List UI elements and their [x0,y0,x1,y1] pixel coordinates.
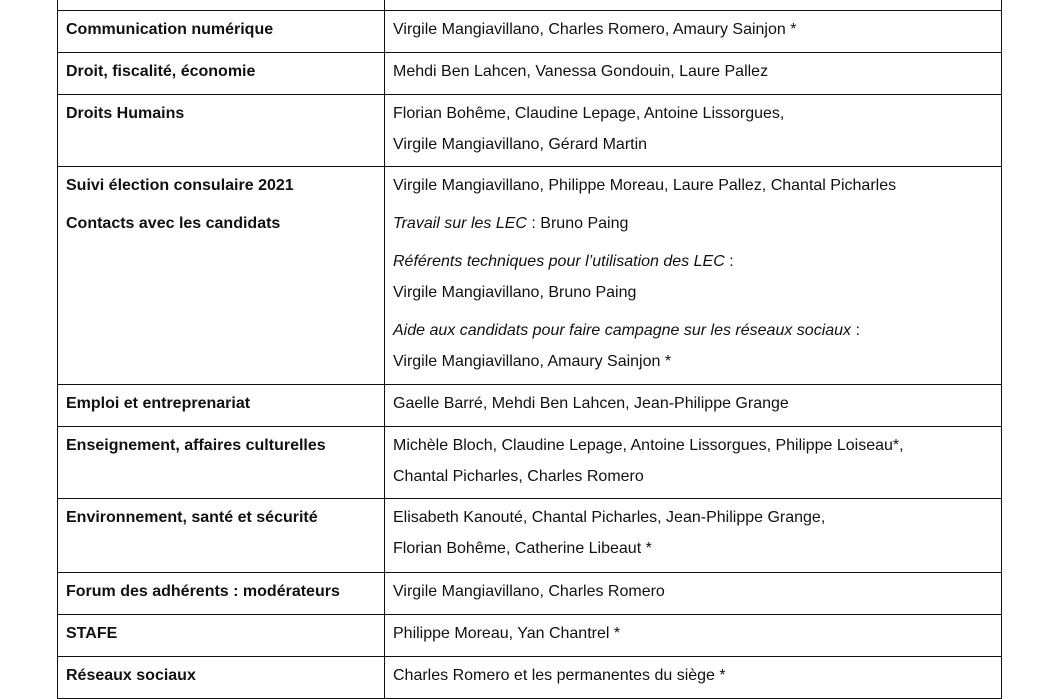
members-line: Elisabeth Kanouté, Chantal Picharles, Jean-Philippe Grange, [393,509,826,526]
committee-cell: Environnement, santé et sécurité [58,499,385,573]
lec-tech-label: Référents techniques pour l’utilisation des LEC [393,253,725,270]
committee-cell: STAFE [58,615,385,657]
members-line: Florian Bohême, Claudine Lepage, Antoine Lissorgues, [393,105,785,122]
committee-cell: Droit, fiscalité, économie [58,53,385,95]
members-cell: Virgile Mangiavillano, Charles Romero, Amaury Sainjon * [385,11,1002,53]
lec-work-label: Travail sur les LEC [393,215,527,232]
members-line: Michèle Bloch, Claudine Lepage, Antoine Lissorgues, Philippe Loiseau*, [393,437,904,454]
members-line: Florian Bohême, Catherine Libeaut * [393,540,652,557]
members-cell [385,167,1002,385]
members-cell [385,95,1002,167]
table-row [58,385,1002,427]
table-row [58,427,1002,499]
committee-cell: Forum des adhérents : modérateurs [58,573,385,615]
committee-line: Contacts avec les candidats [66,215,281,232]
committees-table [57,0,1002,699]
members-cell: Charles Romero et les permanentes du siège * [385,657,1002,699]
table-row [58,11,1002,53]
table-row [58,95,1002,167]
committee-cell: Emploi et entreprenariat [58,385,385,427]
table-row [58,499,1002,573]
members-cell [385,427,1002,499]
members-cell [385,499,1002,573]
members-cell: Philippe Moreau, Yan Chantrel * [385,615,1002,657]
social-aid-line [393,315,993,346]
lec-work-line [393,208,993,239]
committee-cell: Droits Humains [58,95,385,167]
committee-cell [58,0,385,11]
committee-cell: Communication numérique [58,11,385,53]
social-aid-members: Virgile Mangiavillano, Amaury Sainjon * [393,353,672,370]
colon: : [724,253,734,270]
members-line: Chantal Picharles, Charles Romero [393,468,644,485]
lec-tech-line [393,246,993,277]
social-aid-label: Aide aux candidats pour faire campagne sur les réseaux sociaux [393,322,852,339]
members-cell: Virgile Mangiavillano, Charles Romero [385,573,1002,615]
table-row [58,53,1002,95]
table-row [58,657,1002,699]
table-row [58,0,1002,11]
members-cell [385,0,1002,11]
members-line: Virgile Mangiavillano, Gérard Martin [393,136,648,153]
members-cell: Gaelle Barré, Mehdi Ben Lahcen, Jean-Philippe Grange [385,385,1002,427]
committee-cell [58,167,385,385]
committee-line: Suivi élection consulaire 2021 [66,177,294,194]
committee-cell: Réseaux sociaux [58,657,385,699]
lec-work-members: : Bruno Paing [526,215,629,232]
table-row [58,615,1002,657]
table-row [58,573,1002,615]
colon: : [851,322,860,339]
members-cell: Mehdi Ben Lahcen, Vanessa Gondouin, Laure Pallez [385,53,1002,95]
committee-cell: Enseignement, affaires culturelles [58,427,385,499]
members-line: Virgile Mangiavillano, Philippe Moreau, Laure Pallez, Chantal Picharles [393,177,897,194]
lec-tech-members: Virgile Mangiavillano, Bruno Paing [393,284,637,301]
table-row [58,167,1002,385]
